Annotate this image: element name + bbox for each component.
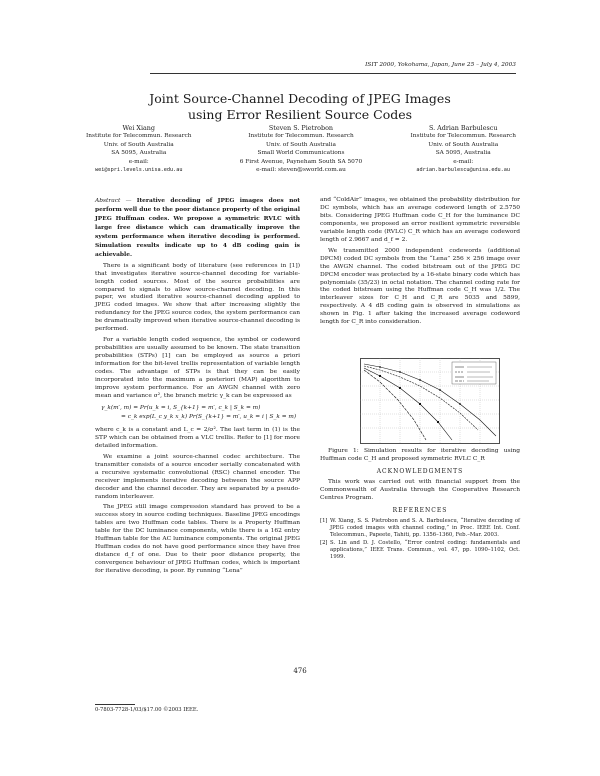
abstract-label: Abstract — (95, 198, 132, 204)
author-affiliation: Institute for Telecommun. Research (248, 133, 354, 140)
running-header-text: ISIT 2000, Yokohama, Japan, June 25 – July 4, 2003 (365, 62, 516, 68)
author-1 (86, 124, 192, 174)
author-email: e-mail: steven@sworld.com.au (256, 167, 346, 174)
footer-rule (95, 704, 135, 705)
author-2 (240, 124, 362, 174)
author-affiliation: SA 5095, Australia (435, 150, 491, 157)
left-column (95, 197, 300, 579)
body-paragraph: We examine a joint source-channel codec architecture. The transmitter consists of a source encoder serially concatenated with a recursive systematic convolutional (RSC) channel encoder. The receiver implements iterative decoding between the source APP decoder and the channel decoder. They are separated by a pseudo-random interleaver. (95, 453, 300, 500)
abstract (95, 197, 300, 260)
author-affiliation: Institute for Telecommun. Research (86, 133, 192, 140)
body-paragraph: There is a significant body of literature (see references in [1]) that investigates iterative source-channel decoding for variable-length coded sources. Most of the source probabilities are compared to signals to allow source-channel decoding. In this paper, we studied iterative source-channel decoding applied to JPEG coded images. We show that after increasing slightly the redundancy for the JPEG source codes, the system performance can be dramatically improved when iterative source-channel decoding is performed. (95, 262, 300, 333)
running-header (150, 61, 516, 74)
plot-legend (452, 362, 496, 384)
author-affiliation: e-mail: (128, 158, 149, 165)
equation-line-2: = c_k exp(L_c y_k x_k) Pr(S_{k+1} = m′, u_k = i | S_k = m) (121, 413, 297, 420)
page-number: 476 (293, 667, 307, 675)
figure-caption: Figure 1: Simulation results for iterative decoding using Huffman code C_H and proposed symmetric RVLC C_R (320, 448, 520, 463)
reference-number: [1] (320, 517, 328, 524)
author-3 (410, 124, 516, 174)
abstract-text: Iterative decoding of JPEG images does not perform well due to the poor distance property of the original JPEG Huffman codes. We propose a symmetric RVLC with large free distance which can dramatically improve the system performance when iterative decoding is performed. Simulation results indicate up to 4 dB coding gain is achievable. (95, 197, 300, 258)
author-affiliation: Institute for Telecommun. Research (410, 133, 516, 140)
equation-line-1: γ_k(m′, m) = Pr(u_k = i, S_{k+1} = m′, c_k | S_k = m) (101, 404, 261, 411)
author-email: wei@spri.levels.unisa.edu.au (95, 167, 183, 174)
title-line-2: using Error Resilient Source Codes (187, 107, 413, 122)
equation-1 (101, 404, 300, 422)
ack-heading: ACKNOWLEDGMENTS (376, 468, 464, 476)
author-affiliation: SA 5095, Australia (111, 150, 167, 157)
ack-text: This work was carried out with financial support from the Commonwealth of Australia through the Cooperative Research Centres Program. (320, 479, 520, 501)
author-affiliation: 6 First Avenue, Payneham South SA 5070 (239, 158, 363, 165)
body-paragraph: and “ColdAir” images, we obtained the probability distribution for DC symbols, which has an average codeword length of 2.5750 bits. Considering JPEG Huffman code C_H for the luminance DC components, we proposed an error resilient symmetric reversible variable length code (RVLC) C_R which has an average codeword length of 2.9667 and d_f = 2. (320, 197, 520, 243)
right-column (320, 197, 520, 562)
author-affiliation: e-mail: (453, 158, 474, 165)
figure-1-ber-plot (360, 358, 500, 444)
body-paragraph: We transmitted 2000 independent codewords (additional DPCM) coded DC symbols from the “Lena” 256 × 256 image over the AWGN channel. The coded bitstream out of the JPEG DC DPCM encoder was protected by a 16-state binary code which has polynomials (35/23) in octal notation. The channel coding rate for the coded bitstream using the Huffman code C_H was 1/2. The interleaver sizes for C_H and C_R are 5035 and 5899, respectively. A 4 dB coding gain is observed in simulations as shown in Fig. 1 after taking the increased average codeword length for C_R into consideration. (320, 247, 520, 326)
body-paragraph: where c_k is a constant and L_c = 2/σ². The last term in (1) is the STP which can be obtained from a VLC trellis. Refer to [1] for more detailed information. (95, 426, 300, 449)
reference-list (320, 518, 520, 562)
author-name: Wei Xiang (122, 124, 156, 132)
reference-item (320, 540, 520, 561)
title-line-1: Joint Source-Channel Decoding of JPEG Images (149, 91, 451, 106)
author-name: Steven S. Pietrobon (268, 124, 334, 132)
author-affiliation: Univ. of South Australia (103, 141, 174, 148)
reference-number: [2] (320, 540, 328, 547)
author-block (86, 124, 516, 174)
isbn-footer: 0-7803-7728-1/03/$17.00 ©2003 IEEE. (95, 707, 199, 713)
reference-item (320, 518, 520, 539)
references-heading: REFERENCES (392, 506, 448, 514)
paper-title (0, 91, 600, 123)
reference-text: S. Lin and D. J. Costello, “Error control coding: fundamentals and applications,” IEEE Trans. Commun., vol. 47, pp. 1090–1102, Oct. 1999. (330, 540, 520, 561)
author-affiliation: Univ. of South Australia (428, 141, 499, 148)
reference-text: W. Xiang, S. S. Pietrobon and S. A. Barbulescu, “Iterative decoding of JPEG coded images with channel coding,” in Proc. IEEE Int. Conf. Telecommun., Papeete, Tahiti, pp. 1356–1360, Feb.–Mar. 2003. (330, 517, 520, 539)
author-affiliation: Small World Communications (257, 150, 345, 157)
author-email: adrian.barbulescu@unisa.edu.au (416, 167, 511, 174)
author-name: S. Adrian Barbulescu (428, 124, 498, 132)
body-paragraph: The JPEG still image compression standard has proved to be a success story in source coding techniques. Baseline JPEG encodings tables are two Huffman code tables. There is a Property Huffman table for the DC luminance components, while there is a 162 entry Huffman table for the AC luminance components. The original JPEG Huffman codes do not have good performance since they have free distance d_f of one. Due to their poor distance property, the convergence behaviour of JPEG Huffman codes, which is important for iterative decoding, is poor. By running “Lena” (95, 504, 300, 575)
author-affiliation: Univ. of South Australia (266, 141, 336, 148)
body-paragraph: For a variable length coded sequence, the symbol or codeword probabilities are usually assumed to be known. The state transition probabilities (STPs) [1] can be employed as source a priori information for the bit-level trellis representation of variable length codes. The advantage of STPs is that they can be easily incorporated into the maximum a posteriori (MAP) algorithm to improve system performance. For an AWGN channel with zero mean and variance σ², the branch metric γ_k can be expressed as (95, 337, 300, 399)
